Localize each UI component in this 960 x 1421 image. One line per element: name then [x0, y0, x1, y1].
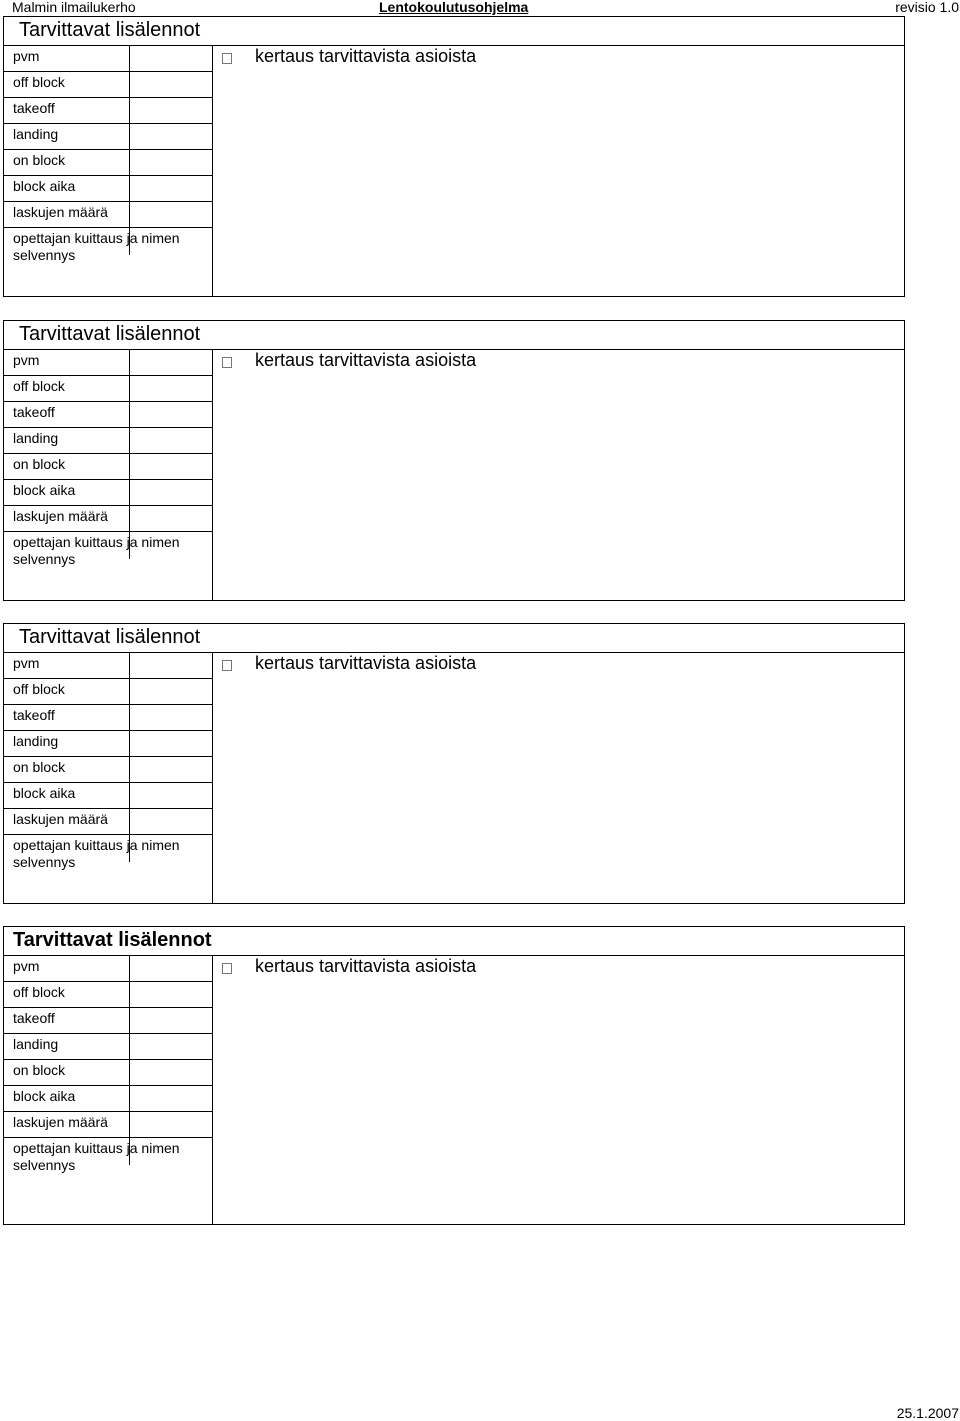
field-value-landing[interactable]: [131, 428, 211, 452]
field-value-block-time[interactable]: [131, 480, 211, 504]
field-value-off-block[interactable]: [131, 982, 211, 1006]
field-value-on-block[interactable]: [131, 757, 211, 781]
review-item-label: kertaus tarvittavista asioista: [255, 956, 477, 976]
divider: [212, 349, 213, 600]
revision-label: revisio 1.0: [895, 0, 959, 15]
field-value-takeoff[interactable]: [131, 705, 211, 729]
field-label-off-block: off block: [13, 378, 65, 394]
field-label-landing: landing: [13, 430, 59, 446]
field-value-takeoff[interactable]: [131, 98, 211, 122]
document-date: 25.1.2007: [896, 1405, 959, 1421]
divider: [4, 531, 213, 532]
field-value-landings-count[interactable]: [131, 1112, 211, 1136]
field-value-on-block[interactable]: [131, 1060, 211, 1084]
field-label-takeoff: takeoff: [13, 707, 55, 723]
field-value-landing[interactable]: [131, 124, 211, 148]
field-label-instructor-signoff: opettajan kuittaus ja nimen selvennys: [13, 230, 180, 263]
field-label-landings-count: laskujen määrä: [13, 811, 108, 827]
field-label-date: pvm: [13, 352, 40, 368]
review-item-label: kertaus tarvittavista asioista: [255, 46, 477, 66]
field-label-date: pvm: [13, 958, 40, 974]
field-label-landings-count: laskujen määrä: [13, 204, 108, 220]
field-label-instructor-signoff: opettajan kuittaus ja nimen selvennys: [13, 1140, 180, 1173]
field-label-block-time: block aika: [13, 482, 76, 498]
divider: [129, 652, 130, 862]
review-checkbox[interactable]: [222, 53, 232, 64]
extra-flights-form: [3, 926, 905, 1225]
review-checkbox[interactable]: [222, 660, 232, 671]
divider: [4, 227, 213, 228]
field-label-takeoff: takeoff: [13, 100, 55, 116]
document-title: Lentokoulutusohjelma: [379, 0, 529, 15]
divider: [212, 652, 213, 903]
extra-flights-form: [3, 320, 905, 601]
field-value-landings-count[interactable]: [131, 202, 211, 226]
field-value-takeoff[interactable]: [131, 1008, 211, 1032]
field-label-landings-count: laskujen määrä: [13, 1114, 108, 1130]
field-value-landing[interactable]: [131, 731, 211, 755]
field-label-instructor-signoff: opettajan kuittaus ja nimen selvennys: [13, 837, 180, 870]
field-label-on-block: on block: [13, 152, 66, 168]
field-value-block-time[interactable]: [131, 1086, 211, 1110]
field-value-on-block[interactable]: [131, 454, 211, 478]
org-name: Malmin ilmailukerho: [12, 0, 136, 15]
review-checkbox[interactable]: [222, 357, 232, 368]
field-value-landings-count[interactable]: [131, 809, 211, 833]
field-label-block-time: block aika: [13, 178, 76, 194]
field-value-date[interactable]: [131, 653, 211, 677]
divider: [4, 834, 213, 835]
field-label-block-time: block aika: [13, 1088, 76, 1104]
divider: [129, 955, 130, 1165]
field-value-off-block[interactable]: [131, 72, 211, 96]
extra-flights-form: [3, 16, 905, 297]
divider: [129, 349, 130, 559]
field-label-off-block: off block: [13, 74, 65, 90]
field-label-takeoff: takeoff: [13, 404, 55, 420]
field-value-block-time[interactable]: [131, 783, 211, 807]
field-value-landings-count[interactable]: [131, 506, 211, 530]
field-value-date[interactable]: [131, 956, 211, 980]
field-label-landing: landing: [13, 1036, 59, 1052]
block-title: Tarvittavat lisälennot: [13, 929, 212, 951]
field-label-off-block: off block: [13, 984, 65, 1000]
field-label-date: pvm: [13, 48, 40, 64]
review-checkbox[interactable]: [222, 963, 232, 974]
divider: [212, 955, 213, 1224]
field-label-landings-count: laskujen määrä: [13, 508, 108, 524]
block-title: Tarvittavat lisälennot: [19, 323, 201, 345]
field-value-off-block[interactable]: [131, 679, 211, 703]
field-label-on-block: on block: [13, 456, 66, 472]
field-label-on-block: on block: [13, 1062, 66, 1078]
divider: [129, 45, 130, 255]
divider: [212, 45, 213, 296]
field-label-on-block: on block: [13, 759, 66, 775]
block-title: Tarvittavat lisälennot: [19, 19, 201, 41]
field-value-off-block[interactable]: [131, 376, 211, 400]
field-label-takeoff: takeoff: [13, 1010, 55, 1026]
field-label-block-time: block aika: [13, 785, 76, 801]
field-value-landing[interactable]: [131, 1034, 211, 1058]
block-title: Tarvittavat lisälennot: [19, 626, 201, 648]
field-value-on-block[interactable]: [131, 150, 211, 174]
field-label-landing: landing: [13, 733, 59, 749]
field-label-landing: landing: [13, 126, 59, 142]
field-label-date: pvm: [13, 655, 40, 671]
field-label-instructor-signoff: opettajan kuittaus ja nimen selvennys: [13, 534, 180, 567]
field-value-date[interactable]: [131, 350, 211, 374]
field-value-block-time[interactable]: [131, 176, 211, 200]
review-item-label: kertaus tarvittavista asioista: [255, 350, 477, 370]
review-item-label: kertaus tarvittavista asioista: [255, 653, 477, 673]
extra-flights-form: [3, 623, 905, 904]
field-label-off-block: off block: [13, 681, 65, 697]
field-value-takeoff[interactable]: [131, 402, 211, 426]
field-value-date[interactable]: [131, 46, 211, 70]
divider: [4, 1137, 213, 1138]
